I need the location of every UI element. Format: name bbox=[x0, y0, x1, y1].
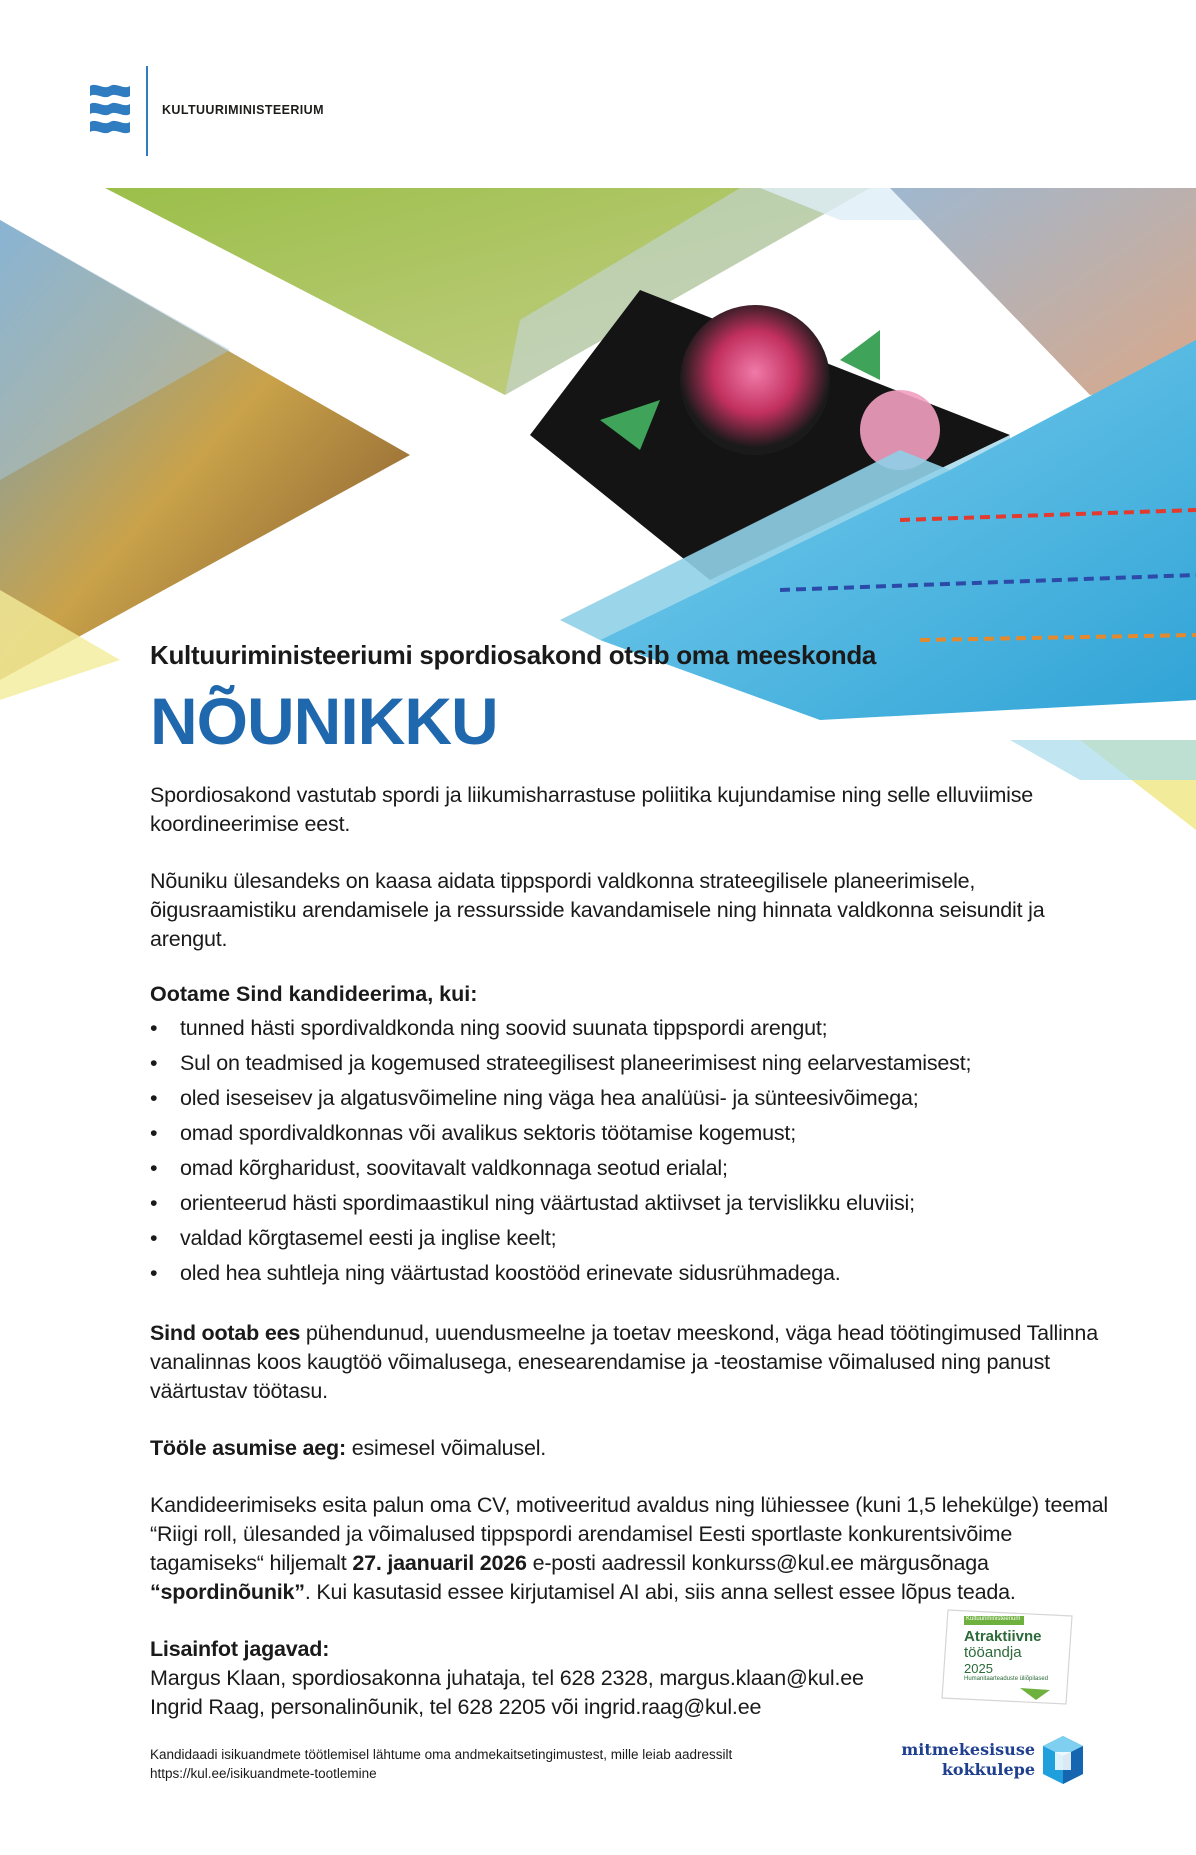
privacy-note-link[interactable]: https://kul.ee/isikuandmete-tootlemine bbox=[150, 1766, 377, 1781]
apply-text-1: Kandideerimiseks esita palun oma CV, motiveeritud avaldus ning lühiessee (kuni 1,5 lehekülge) teemal “Riigi roll, ülesanded ja võimalused tippspordi arendamisel Eesti sportlaste konkurentsivõime tagamiseks“ hiljemalt bbox=[150, 1493, 1109, 1575]
diversity-agreement-logo bbox=[901, 1728, 1085, 1788]
start-label: Tööle asumise aeg: bbox=[150, 1436, 346, 1460]
badge-title-line-1: Atraktiivne bbox=[964, 1628, 1042, 1645]
list-item: • orienteerud hästi spordimaastikul ning väärtustad aktiivset ja tervislikku eluviisi; bbox=[150, 1186, 1110, 1221]
offer-text: pühendunud, uuendusmeelne ja toetav meeskond, väga head töötingimused Tallinna vanalinnas koos kaugtöö võimalusega, enesearendamise ja -teostamise võimalused ning panust väärtustav töötasu. bbox=[150, 1321, 1098, 1403]
contact-line: Ingrid Raag, personalinõunik, tel 628 2205 või ingrid.raag@kul.ee bbox=[150, 1695, 762, 1719]
offer-paragraph bbox=[150, 1319, 1110, 1406]
ministry-name: KULTUURIMINISTEERIUM bbox=[162, 103, 324, 117]
apply-deadline: 27. jaanuaril 2026 bbox=[352, 1551, 527, 1575]
requirements-heading: Ootame Sind kandideerima, kui: bbox=[150, 982, 478, 1006]
privacy-note bbox=[150, 1745, 870, 1783]
apply-text-3: . Kui kasutasid essee kirjutamisel AI abi, siis anna sellest essee lõpus teada. bbox=[304, 1580, 1016, 1604]
contacts-heading: Lisainfot jagavad: bbox=[150, 1637, 330, 1661]
job-posting-body bbox=[150, 640, 1110, 1722]
badge-top-label: Kultuuriministeerium bbox=[966, 1616, 1021, 1622]
department-description: Spordiosakond vastutab spordi ja liikumisharrastuse poliitika kujundamise ning selle elluviimise koordineerimise eest. bbox=[150, 783, 1034, 836]
apply-paragraph bbox=[150, 1491, 1110, 1607]
diversity-line-1: mitmekesisuse bbox=[901, 1740, 1035, 1759]
list-item: • tunned hästi spordivaldkonda ning soovid suunata tippspordi arengut; bbox=[150, 1011, 1110, 1046]
diversity-line-2: kokkulepe bbox=[941, 1760, 1035, 1779]
badge-title-line-2: tööandja bbox=[964, 1644, 1022, 1661]
list-item: • omad spordivaldkonnas või avalikus sektoris töötamise kogemust; bbox=[150, 1116, 1110, 1151]
position-title: NÕUNIKKU bbox=[150, 684, 498, 758]
apply-keyword: “spordinõunik” bbox=[150, 1580, 305, 1604]
list-item: • Sul on teadmised ja kogemused strateegilisest planeerimisest ning eelarvestamisest; bbox=[150, 1046, 1110, 1081]
badge-subtitle: Humanitaarteaduste üliõpilased bbox=[964, 1676, 1049, 1682]
start-paragraph bbox=[150, 1434, 1110, 1463]
badge-year: 2025 bbox=[964, 1661, 993, 1676]
list-item: • oled hea suhtleja ning väärtustad koostööd erinevate sidusrühmadega. bbox=[150, 1256, 1110, 1291]
offer-lead: Sind ootab ees bbox=[150, 1321, 301, 1345]
logo-divider bbox=[146, 66, 148, 156]
posting-subtitle: Kultuuriministeeriumi spordiosakond otsib oma meeskonda bbox=[150, 640, 877, 670]
requirements-list bbox=[150, 1011, 1110, 1291]
attractive-employer-badge bbox=[940, 1606, 1075, 1706]
hands-photo bbox=[890, 188, 1196, 395]
cube-icon bbox=[1041, 1734, 1085, 1786]
ministry-logo bbox=[86, 66, 386, 156]
start-value: esimesel võimalusel. bbox=[345, 1436, 547, 1460]
role-description: Nõuniku ülesandeks on kaasa aidata tippspordi valdkonna strateegilisele planeerimisele, õigusraamistiku arendamisele ja ressursside kavandamisele ning hinnata valdkonna seisundit ja arengut. bbox=[150, 869, 1045, 951]
coat-of-arms-icon bbox=[86, 80, 134, 142]
apply-text-2: e-posti aadressil konkurss@kul.ee märgusõnaga bbox=[526, 1551, 989, 1575]
list-item: • omad kõrgharidust, soovitavalt valdkonnaga seotud erialal; bbox=[150, 1151, 1110, 1186]
privacy-note-text: Kandidaadi isikuandmete töötlemisel lähtume oma andmekaitsetingimustest, mille leiab aadressilt bbox=[150, 1747, 733, 1762]
list-item: • oled iseseisev ja algatusvõimeline ning väga hea analüüsi- ja sünteesivõimega; bbox=[150, 1081, 1110, 1116]
contact-line: Margus Klaan, spordiosakonna juhataja, tel 628 2328, margus.klaan@kul.ee bbox=[150, 1666, 864, 1690]
list-item: • valdad kõrgtasemel eesti ja inglise keelt; bbox=[150, 1221, 1110, 1256]
